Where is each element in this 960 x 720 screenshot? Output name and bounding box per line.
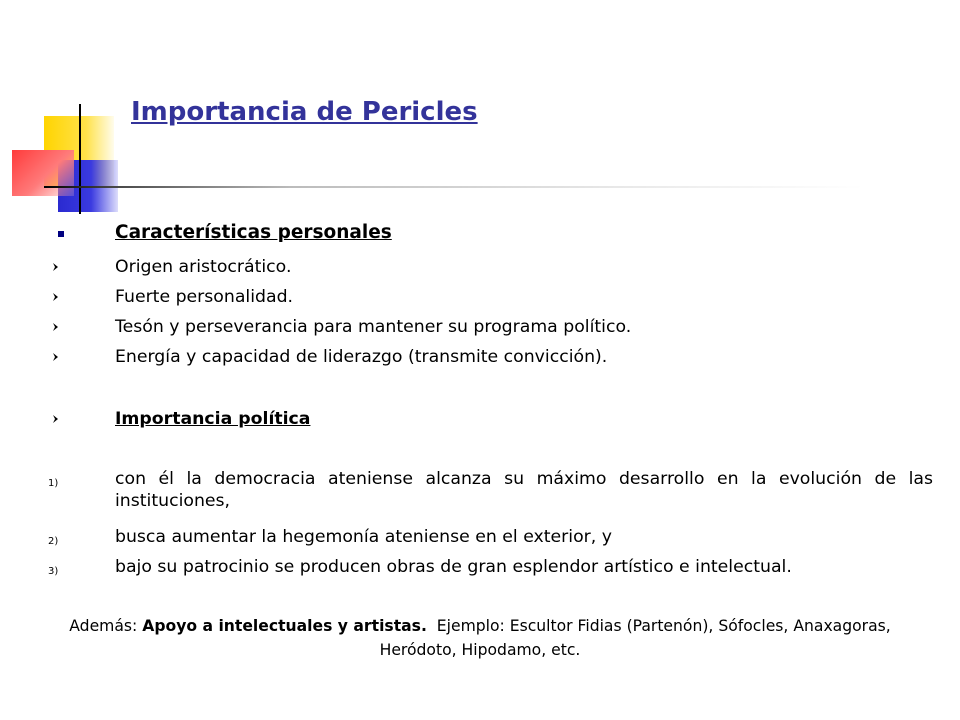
arrow-bullet-icon <box>52 293 60 301</box>
slide-title: Importancia de Pericles <box>131 97 478 127</box>
square-bullet-icon <box>58 231 64 237</box>
list-item-text: Energía y capacidad de liderazgo (transmite convicción). <box>115 347 608 367</box>
list-item-text: Origen aristocrático. <box>115 257 292 277</box>
section-heading: Características personales <box>115 222 392 243</box>
red-square-decoration <box>12 150 74 196</box>
arrow-bullet-icon <box>52 323 60 331</box>
footer-highlight: Apoyo a intelectuales y artistas. <box>142 617 427 635</box>
numbered-item-text: con él la democracia ateniense alcanza su máximo desarrollo en la evolución de las instituciones, <box>115 469 933 511</box>
decorative-logo <box>0 0 140 230</box>
footer-prefix: Además: <box>69 617 143 635</box>
item-number: 2) <box>48 536 59 547</box>
numbered-item-text: bajo su patrocinio se producen obras de gran esplendor artístico e intelectual. <box>115 557 792 577</box>
arrow-bullet-icon <box>52 415 60 423</box>
footer-note <box>30 614 930 662</box>
vertical-rule <box>79 104 81 214</box>
section-heading: Importancia política <box>115 409 311 429</box>
arrow-bullet-icon <box>52 263 60 271</box>
list-item-text: Fuerte personalidad. <box>115 287 294 307</box>
list-item-text: Tesón y perseverancia para mantener su programa político. <box>115 317 632 337</box>
footer-rest: Ejemplo: Escultor Fidias (Partenón), Sófocles, Anaxagoras, Heródoto, Hipodamo, etc. <box>379 617 896 659</box>
numbered-item-text: busca aumentar la hegemonía ateniense en el exterior, y <box>115 527 612 547</box>
arrow-bullet-icon <box>52 353 60 361</box>
item-number: 3) <box>48 566 59 577</box>
title-divider <box>44 186 864 188</box>
item-number: 1) <box>48 478 59 489</box>
